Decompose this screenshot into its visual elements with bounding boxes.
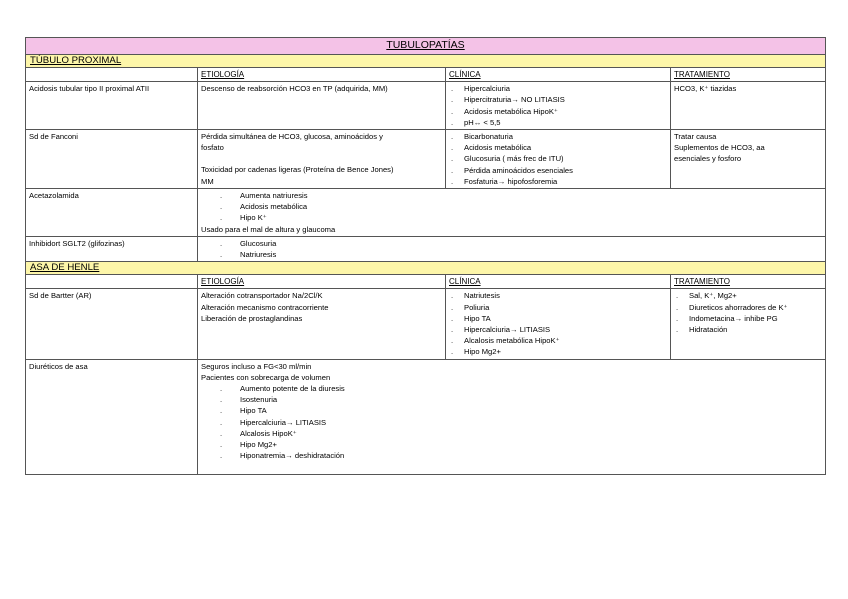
merged-cell [198, 359, 826, 474]
list-item: . Hidratación [676, 325, 728, 335]
column-header-row [26, 275, 826, 289]
row-label: Inhibidort SGLT2 (glifozinas) [26, 236, 198, 261]
list-item: . Hipercalciuria [451, 84, 511, 94]
row-label: Sd de Fanconi [26, 130, 198, 189]
section-title: TÚBULO PROXIMAL [30, 55, 122, 66]
list-item: . Fosfaturia→ hipofosforemia [451, 176, 558, 186]
list-item: . Poliuria [451, 302, 490, 312]
column-header-etiologia: ETIOLOGÍA [201, 277, 245, 287]
table-row [26, 189, 826, 237]
merged-cell [198, 189, 826, 237]
list-item: . Diureticos ahorradores de K⁺ [676, 302, 788, 312]
table-row [26, 130, 826, 189]
cell-line: Alteración cotransportador Na/2Cl/K [201, 291, 323, 301]
list-item: . Natriutesis [451, 291, 500, 301]
table-row [26, 359, 826, 474]
list-item: . Hipo K⁺ [220, 213, 267, 223]
column-header-row [26, 68, 826, 82]
clinica-cell [446, 82, 671, 130]
table-title: TUBULOPATÍAS [26, 38, 826, 55]
list-item: . Hipercalciuria→ LITIASIS [220, 417, 327, 427]
list-item: . Sal, K⁺, Mg2+ [676, 291, 737, 301]
list-item: . Glucosuria ( más frec de ITU) [451, 154, 564, 164]
column-header-tratamiento: TRATAMIENTO [674, 70, 730, 79]
column-header-clinica: CLÍNICA [449, 277, 481, 287]
clinica-cell [446, 289, 671, 359]
list-item: . Glucosuria [220, 238, 277, 248]
cell-line: Alteración mecanismo contracorriente [201, 302, 329, 312]
list-item: . Hipo TA [220, 406, 267, 416]
list-item: . Acidosis metabólica [220, 202, 308, 212]
merged-cell [198, 236, 826, 261]
cell-note: Usado para el mal de altura y glaucoma [201, 224, 336, 234]
title-row [26, 38, 826, 55]
table-row [26, 289, 826, 359]
row-label: Acetazolamida [26, 189, 198, 237]
tratamiento-cell [671, 289, 826, 359]
list-item: . Aumento potente de la diuresis [220, 384, 345, 394]
etiologia-cell [198, 82, 446, 130]
clinica-cell [446, 130, 671, 189]
column-header-clinica: CLÍNICA [449, 70, 481, 79]
cell-line: Descenso de reabsorción HCO3 en TP (adquirida, MM) [201, 84, 388, 94]
etiologia-cell [198, 289, 446, 359]
list-item: . Aumenta natriuresis [220, 191, 308, 201]
cell-line: Seguros incluso a FG<30 ml/min [201, 361, 312, 371]
tubulopatias-table [25, 37, 826, 475]
list-item: . Hipo Mg2+ [220, 440, 277, 450]
table-row [26, 236, 826, 261]
section-header-tubulo-proximal [26, 55, 826, 68]
row-label: Sd de Bartter (AR) [26, 289, 198, 359]
list-item: . Hipo TA [451, 313, 491, 323]
cell-line: esenciales y fosforo [674, 154, 742, 164]
list-item: . Acidosis metabólica HipoK⁺ [451, 106, 558, 116]
list-item: . Indometacina→ inhibe PG [676, 313, 778, 323]
list-item: . Hipo Mg2+ [451, 347, 501, 357]
tratamiento-cell [671, 82, 826, 130]
cell-line: Liberación de prostaglandinas [201, 313, 303, 323]
etiologia-cell [198, 130, 446, 189]
cell-line: Tratar causa [674, 132, 717, 142]
list-item: . Hipercalciuria→ LITIASIS [451, 325, 551, 335]
cell-line: fosfato [201, 143, 224, 153]
list-item: . pH↔ < 5,5 [451, 117, 501, 127]
list-item: . Pérdida aminoácidos esenciales [451, 165, 573, 175]
section-title: ASA DE HENLE [30, 262, 100, 274]
table-row [26, 82, 826, 130]
list-item: . Hiponatremia→ deshidratación [220, 451, 345, 461]
cell-line: Toxicidad por cadenas ligeras (Proteína de Bence Jones) [201, 165, 394, 175]
cell-line: MM [201, 176, 214, 186]
cell-line: Pérdida simultánea de HCO3, glucosa, aminoácidos y [201, 132, 383, 142]
cell-line: HCO3, K⁺ tiazidas [674, 84, 737, 94]
list-item: . Isostenuria [220, 395, 278, 405]
list-item: . Natriuresis [220, 250, 277, 260]
row-label: Acidosis tubular tipo II proximal ATII [26, 82, 198, 130]
column-header-tratamiento: TRATAMIENTO [674, 277, 730, 287]
section-header-asa-de-henle [26, 262, 826, 275]
cell-line: Suplementos de HCO3, aa [674, 143, 765, 153]
list-item: . Hipercitraturia→ NO LITIASIS [451, 95, 565, 105]
cell-line: Pacientes con sobrecarga de volumen [201, 372, 331, 382]
list-item: . Alcalosis metabólica HipoK⁺ [451, 336, 560, 346]
tratamiento-cell [671, 130, 826, 189]
list-item: . Bicarbonaturia [451, 132, 513, 142]
list-item: . Alcalosis HipoK⁺ [220, 428, 297, 438]
list-item: . Acidosis metabólica [451, 143, 532, 153]
column-header-etiologia: ETIOLOGÍA [201, 70, 245, 79]
row-label: Diuréticos de asa [26, 359, 198, 474]
